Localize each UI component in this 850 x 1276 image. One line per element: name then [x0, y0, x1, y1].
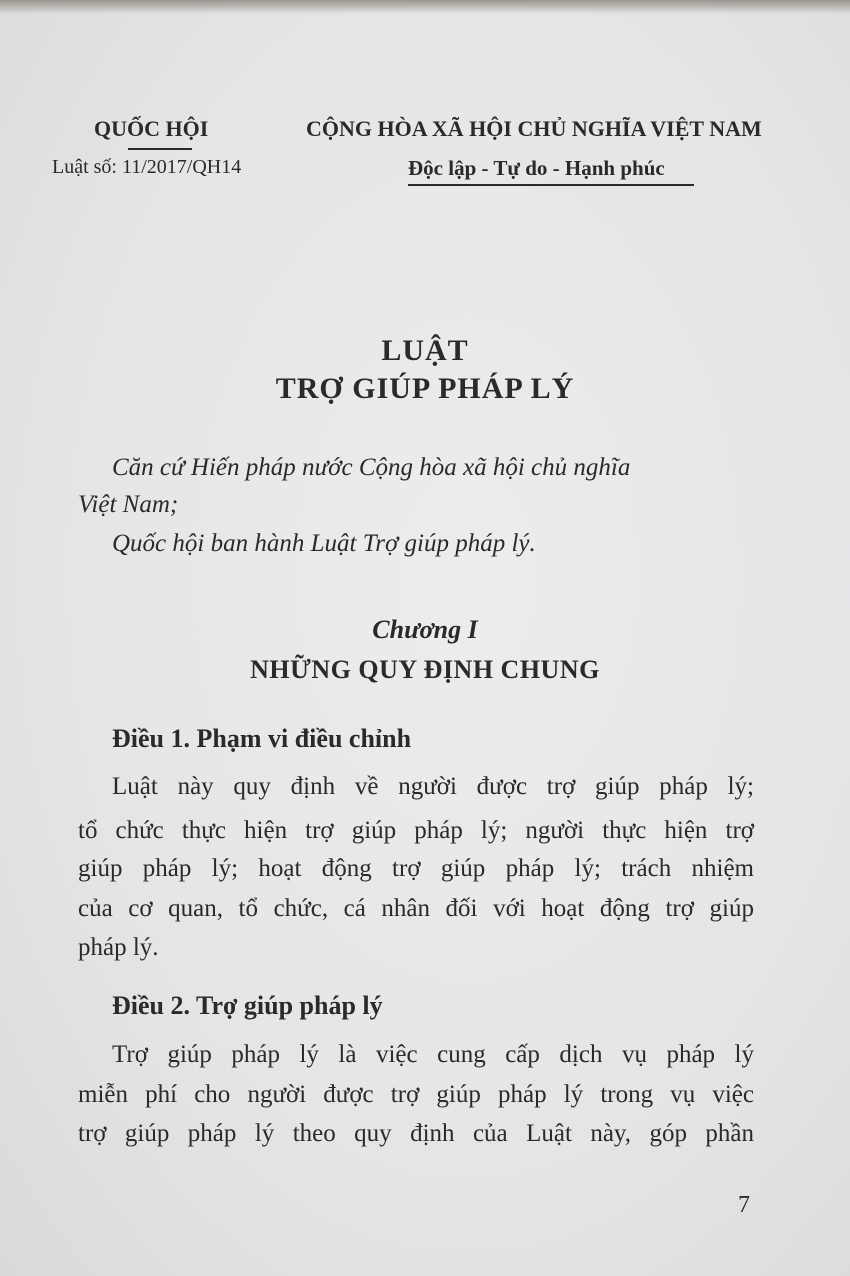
article-1-line: tổ chức thực hiện trợ giúp pháp lý; người thực hiện trợ	[78, 817, 754, 844]
law-number: Luật số: 11/2017/QH14	[52, 156, 242, 178]
page-number: 7	[738, 1192, 750, 1218]
chapter-title: NHỮNG QUY ĐỊNH CHUNG	[250, 655, 600, 684]
article-1-heading: Điều 1. Phạm vi điều chỉnh	[112, 724, 412, 753]
page-top-shadow	[0, 0, 850, 14]
article-2-line: miễn phí cho người được trợ giúp pháp lý trong vụ việc	[78, 1081, 754, 1108]
article-2-line: trợ giúp pháp lý theo quy định của Luật này, góp phần	[78, 1120, 754, 1147]
motto-underline	[408, 184, 694, 186]
article-1-line: Luật này quy định về người được trợ giúp pháp lý;	[112, 773, 754, 800]
law-title-line2: TRỢ GIÚP PHÁP LÝ	[275, 372, 575, 405]
article-2-line: Trợ giúp pháp lý là việc cung cấp dịch vụ pháp lý	[112, 1041, 754, 1068]
article-1-line: pháp lý.	[78, 934, 159, 961]
article-1-line: giúp pháp lý; hoạt động trợ giúp pháp lý; trách nhiệm	[78, 855, 754, 882]
chapter-label: Chương I	[372, 615, 478, 644]
preamble-line3: Quốc hội ban hành Luật Trợ giúp pháp lý.	[112, 530, 536, 557]
issuer-underline	[128, 148, 192, 150]
preamble-line1: Căn cứ Hiến pháp nước Cộng hòa xã hội chủ nghĩa	[112, 454, 631, 481]
issuer-title: QUỐC HỘI	[94, 116, 209, 141]
country-title: CỘNG HÒA XÃ HỘI CHỦ NGHĨA VIỆT NAM	[306, 116, 762, 141]
article-2-heading: Điều 2. Trợ giúp pháp lý	[112, 991, 383, 1020]
law-title-line1: LUẬT	[381, 334, 469, 367]
motto: Độc lập - Tự do - Hạnh phúc	[408, 156, 665, 180]
preamble-line2: Việt Nam;	[78, 491, 179, 518]
article-1-line: của cơ quan, tổ chức, cá nhân đối với hoạt động trợ giúp	[78, 895, 754, 922]
